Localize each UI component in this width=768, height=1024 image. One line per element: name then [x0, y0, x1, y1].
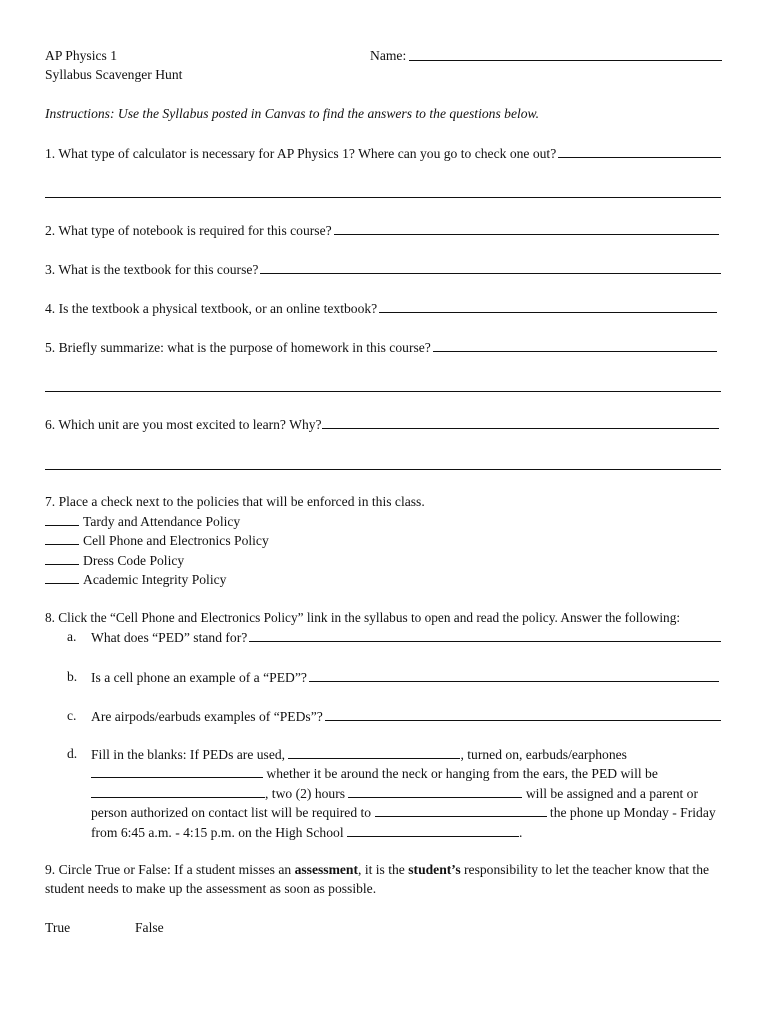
course-title: AP Physics 1	[45, 48, 118, 63]
q9-bold-assessment: assessment	[294, 862, 359, 877]
question-9-line-1	[45, 862, 709, 878]
question-8c-text: Are airpods/earbuds examples of “PEDs”?	[91, 709, 323, 724]
q8d-line-5	[91, 824, 522, 841]
policy-option	[45, 571, 226, 588]
fill-blank-3[interactable]	[91, 785, 265, 798]
question-7-text: 7. Place a check next to the policies that will be enforced in this class.	[45, 494, 425, 509]
question-1	[45, 145, 721, 162]
q8d-text: the phone up Monday - Friday	[549, 805, 716, 820]
q9-text: responsibility to let the teacher know that the	[460, 862, 710, 877]
question-5-text: 5. Briefly summarize: what is the purpose of homework in this course?	[45, 340, 431, 355]
question-3-text: 3. What is the textbook for this course?	[45, 262, 259, 277]
policy-checkbox[interactable]	[45, 571, 79, 584]
question-8-text: 8. Click the “Cell Phone and Electronics Policy” link in the syllabus to open and read the policy. Answer the following:	[45, 610, 681, 625]
question-4-text: 4. Is the textbook a physical textbook, or an online textbook?	[45, 301, 378, 316]
q8c-letter: c.	[67, 708, 77, 723]
policy-checkbox[interactable]	[45, 513, 79, 526]
worksheet-subtitle: Syllabus Scavenger Hunt	[45, 67, 183, 82]
policy-label: Cell Phone and Electronics Policy	[83, 533, 269, 548]
answer-line-5[interactable]	[45, 391, 721, 392]
question-2	[45, 222, 719, 239]
name-label: Name:	[370, 48, 407, 63]
question-8b-text: Is a cell phone an example of a “PED”?	[91, 670, 307, 685]
answer-blank-3[interactable]	[260, 261, 721, 274]
q9-bold-students: student’s	[408, 862, 461, 877]
q8d-line-1	[91, 746, 627, 763]
q8d-text: .	[519, 825, 523, 840]
q9-text: , it is the	[358, 862, 409, 877]
answer-line-1[interactable]	[45, 197, 721, 198]
q8d-text: Fill in the blanks: If PEDs are used,	[91, 747, 286, 762]
policy-label: Academic Integrity Policy	[83, 572, 227, 587]
q8d-line-2	[91, 765, 658, 782]
question-8a-text: What does “PED” stand for?	[91, 630, 248, 645]
false-option[interactable]: False	[135, 920, 164, 935]
q8d-line-3	[91, 785, 698, 802]
q8d-letter: d.	[67, 746, 78, 761]
answer-blank-5[interactable]	[433, 339, 717, 352]
q8d-line-4	[91, 804, 716, 821]
question-1-text: 1. What type of calculator is necessary for AP Physics 1? Where can you go to check one out?	[45, 146, 557, 161]
q8d-text: whether it be around the neck or hanging from the ears, the PED will be	[266, 766, 658, 781]
answer-blank-8b[interactable]	[309, 669, 719, 682]
answer-blank-6[interactable]	[322, 416, 719, 429]
q8d-text: person authorized on contact list will be required to	[91, 805, 372, 820]
fill-blank-4[interactable]	[348, 785, 522, 798]
fill-blank-1[interactable]	[288, 746, 460, 759]
answer-blank-8c[interactable]	[325, 708, 721, 721]
fill-blank-2[interactable]	[91, 765, 263, 778]
answer-line-6[interactable]	[45, 469, 721, 470]
true-option[interactable]: True	[45, 920, 71, 935]
question-9-line-2: student needs to make up the assessment as soon as possible.	[45, 881, 377, 896]
answer-blank-2[interactable]	[334, 222, 719, 235]
name-field	[370, 48, 722, 64]
policy-checkbox[interactable]	[45, 532, 79, 545]
name-blank[interactable]	[409, 48, 722, 61]
question-6	[45, 416, 719, 433]
q8d-text: , turned on, earbuds/earphones	[460, 747, 627, 762]
question-2-text: 2. What type of notebook is required for this course?	[45, 223, 332, 238]
question-4	[45, 300, 717, 317]
policy-label: Dress Code Policy	[83, 553, 185, 568]
question-3	[45, 261, 721, 278]
policy-option	[45, 552, 184, 569]
q8d-text: , two (2) hours	[265, 786, 346, 801]
answer-blank-8a[interactable]	[249, 629, 721, 642]
q8d-text: from 6:45 a.m. - 4:15 p.m. on the High School	[91, 825, 344, 840]
instructions: Instructions: Use the Syllabus posted in Canvas to find the answers to the questions below.	[45, 106, 540, 121]
q8a-letter: a.	[67, 629, 77, 644]
question-8c	[91, 708, 721, 725]
question-8a	[91, 629, 721, 646]
answer-blank-1[interactable]	[558, 145, 721, 158]
question-5	[45, 339, 717, 356]
q8d-text: will be assigned and a parent or	[525, 786, 698, 801]
fill-blank-5[interactable]	[375, 804, 547, 817]
answer-blank-4[interactable]	[379, 300, 717, 313]
question-6-text: 6. Which unit are you most excited to learn? Why?	[45, 417, 322, 432]
policy-checkbox[interactable]	[45, 552, 79, 565]
policy-option	[45, 513, 240, 530]
q8b-letter: b.	[67, 669, 78, 684]
fill-blank-6[interactable]	[347, 824, 519, 837]
question-8b	[91, 669, 719, 686]
policy-option	[45, 532, 269, 549]
q9-text: 9. Circle True or False: If a student misses an	[45, 862, 295, 877]
policy-label: Tardy and Attendance Policy	[83, 514, 241, 529]
